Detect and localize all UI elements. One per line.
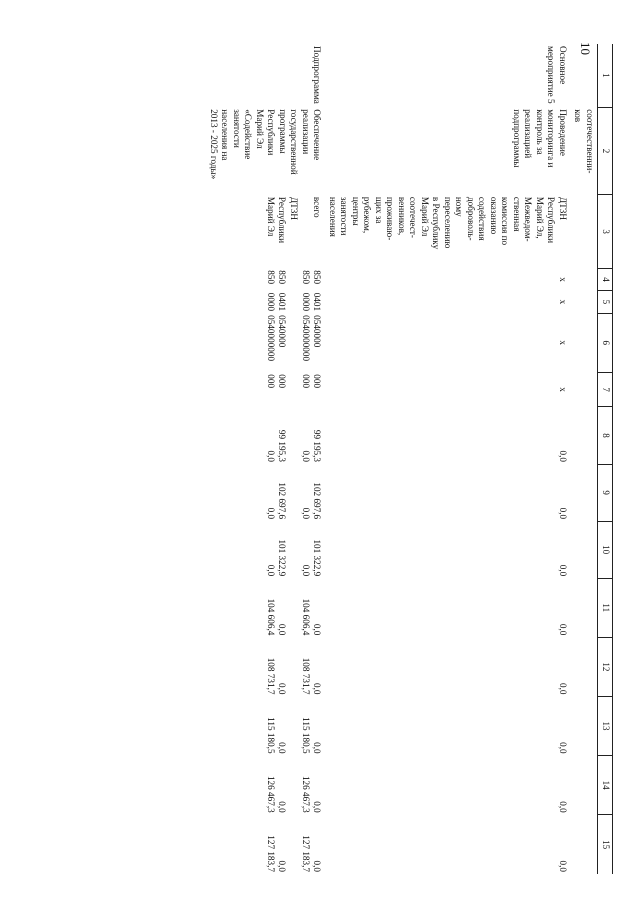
row-type-cell [325, 44, 571, 107]
cell-line: населения [328, 196, 338, 237]
cell-line: 850 [312, 270, 323, 285]
value-cell [206, 756, 325, 815]
cell-line: 99 195,3 [312, 429, 323, 463]
cell-line: Республики [546, 196, 557, 243]
value-cell: 0,0 [558, 507, 568, 520]
cell-line: 0540000000 [301, 315, 311, 362]
cell-line: 101 322,9 [312, 539, 323, 577]
code-cell [206, 313, 325, 372]
cell-line: 850 [266, 270, 276, 285]
cell-line: подпрограммы [512, 109, 522, 168]
value-cell: 0,0 [558, 682, 568, 695]
row-title-cell [325, 107, 571, 195]
cell-line: 0,0 [301, 507, 311, 520]
code-cell [206, 372, 325, 407]
column-header: 10 [598, 521, 613, 578]
cell-line: переселению [443, 196, 453, 249]
column-header: 2 [598, 107, 613, 195]
value-cell: 0,0 [558, 860, 568, 872]
cell-line: 0,0 [312, 623, 323, 636]
column-header: 7 [598, 372, 613, 407]
table-row [206, 44, 325, 874]
cell-spacer [299, 197, 311, 266]
cell-line: 104 606,4 [301, 598, 311, 636]
cell-line: 127 183,7 [266, 835, 276, 872]
cell-line: государственной [289, 109, 300, 175]
cell-line: ному [454, 196, 465, 217]
cell-line: 115 180,5 [266, 717, 276, 754]
header-row [598, 44, 613, 874]
cell-line: контроль за [535, 109, 545, 155]
cell-line: программы [278, 109, 288, 154]
cell-line: 0,0 [277, 860, 288, 872]
responsible-cell [206, 195, 325, 268]
column-header: 13 [598, 696, 613, 755]
continuation-row [570, 44, 598, 874]
column-header: 5 [598, 291, 613, 313]
cell-line: соотечест- [408, 196, 419, 238]
cell-line: оказанию [489, 196, 499, 235]
cell-line: 101 322,9 [277, 539, 288, 577]
cell-line: 0,0 [312, 742, 323, 754]
cell-line: 115 180,5 [301, 717, 311, 754]
value-cell [206, 578, 325, 637]
value-cell [206, 815, 325, 874]
cell-line: Марий Эл [266, 196, 276, 237]
cell-line: 000 [312, 374, 323, 389]
cell-line: 0,0 [301, 450, 311, 463]
cell-line: соотечественни- [585, 109, 595, 174]
cell-line: 0,0 [312, 801, 323, 813]
cell-line: 0540000 [312, 315, 323, 348]
cell-line: Подпрограмма [312, 46, 323, 104]
cell-line: Основное [558, 46, 568, 85]
cell-line: всего [312, 196, 323, 218]
cell-line: Проведение [558, 109, 568, 156]
cell-line: 0000 [266, 292, 276, 312]
cell-line: Республики [266, 109, 277, 156]
column-header: 12 [598, 637, 613, 696]
cell-line: 000 [266, 374, 276, 389]
cell-line: 0,0 [312, 860, 323, 872]
cell-line: 126 467,3 [266, 775, 276, 813]
cell-line: 0,0 [312, 682, 323, 695]
cell-line: 0,0 [266, 564, 276, 577]
cell-line: рубежом, [362, 196, 373, 234]
cell-line: реализации [301, 109, 311, 155]
value-cell [206, 696, 325, 755]
cell-line: Обеспечение [312, 109, 323, 161]
cell-line: 0000 [301, 292, 311, 312]
value-cell: 0,0 [558, 450, 568, 463]
cell-line: 127 183,7 [301, 835, 311, 872]
cell-line: 000 [301, 374, 311, 389]
cell-line: 0,0 [266, 450, 276, 463]
value-cell [206, 464, 325, 521]
column-header: 14 [598, 756, 613, 815]
cell-line: ков [573, 109, 584, 123]
cell-line: 2013 - 2025 годы» [209, 109, 219, 180]
value-cell: 0,0 [558, 623, 568, 636]
value-cell [206, 521, 325, 578]
column-header: 4 [598, 268, 613, 290]
continuation-text [570, 107, 598, 195]
cell-line: 102 697,6 [312, 482, 323, 520]
column-header: 1 [598, 44, 613, 107]
cell-line: Республики [277, 196, 288, 243]
code-cell: x [558, 340, 568, 345]
column-header: 8 [598, 407, 613, 464]
table-row [325, 44, 571, 874]
cell-line: населения на [220, 109, 231, 161]
cell-line: мониторинга и [546, 109, 557, 168]
cell-line: занятости [232, 109, 242, 148]
cell-line: 104 606,4 [266, 598, 276, 636]
cell-line: 102 697,6 [277, 482, 288, 520]
cell-line: 0,0 [277, 742, 288, 754]
cell-line: 0401 [312, 292, 323, 312]
cell-line: 0,0 [266, 507, 276, 520]
cell-line: в Республику [431, 196, 442, 250]
cell-line: 0,0 [277, 682, 288, 695]
row-title-cell [206, 107, 325, 195]
cell-line: 108 731,7 [301, 657, 311, 695]
cell-line: доброволь- [466, 196, 476, 241]
cell-line: 0540000 [277, 315, 288, 348]
cell-line: Межведом- [523, 196, 534, 242]
column-header: 3 [598, 195, 613, 268]
value-cell: 0,0 [558, 801, 568, 813]
cell-line: 0540000000 [266, 315, 276, 362]
cell-line: щих за [374, 196, 384, 224]
code-cell: x [558, 387, 568, 392]
code-cell: x [558, 277, 568, 282]
column-header: 11 [598, 578, 613, 637]
cell-line: проживаю- [385, 196, 396, 241]
cell-line: центры [351, 196, 361, 226]
cell-line: Марий Эл, [535, 196, 545, 239]
responsible-cell [325, 195, 571, 268]
column-header: 9 [598, 464, 613, 521]
cell-line: ДТЗН [558, 196, 568, 221]
cell-line: 108 731,7 [266, 657, 276, 695]
code-cell [206, 268, 325, 290]
cell-line: ДТЗН [289, 196, 299, 221]
cell-line: 99 195,3 [277, 429, 288, 463]
cell-line: мероприятие 5 [546, 46, 557, 104]
value-cell [206, 637, 325, 696]
cell-line: Марий Эл [255, 109, 265, 149]
cell-line: 850 [301, 270, 311, 285]
cell-line: 126 467,3 [301, 775, 311, 813]
cell-line: Марий Эл [420, 196, 430, 237]
cell-line: 000 [277, 374, 288, 389]
code-cell: x [558, 299, 568, 305]
row-type-cell [206, 44, 325, 107]
cell-line: «Содействие [243, 109, 254, 160]
column-header: 15 [598, 815, 613, 874]
cell-line: 0,0 [277, 623, 288, 636]
cell-line: 0,0 [301, 564, 311, 577]
budget-table [206, 44, 614, 874]
code-cell [206, 291, 325, 313]
cell-line: реализацией [523, 109, 534, 159]
cell-line: содействия [477, 196, 488, 241]
page-number: 10 [578, 42, 593, 55]
cell-line: 850 [277, 270, 288, 285]
value-cell [206, 407, 325, 464]
value-cell: 0,0 [558, 564, 568, 577]
cell-line: ственная [512, 196, 522, 232]
rotated-table-sheet [33, 44, 613, 874]
cell-line: занятости [339, 196, 350, 236]
cell-line: 0401 [277, 292, 288, 312]
cell-line: венников, [397, 196, 407, 236]
cell-line: комиссия по [500, 196, 511, 246]
column-header: 6 [598, 313, 613, 372]
cell-line: 0,0 [277, 801, 288, 813]
value-cell: 0,0 [558, 742, 568, 754]
